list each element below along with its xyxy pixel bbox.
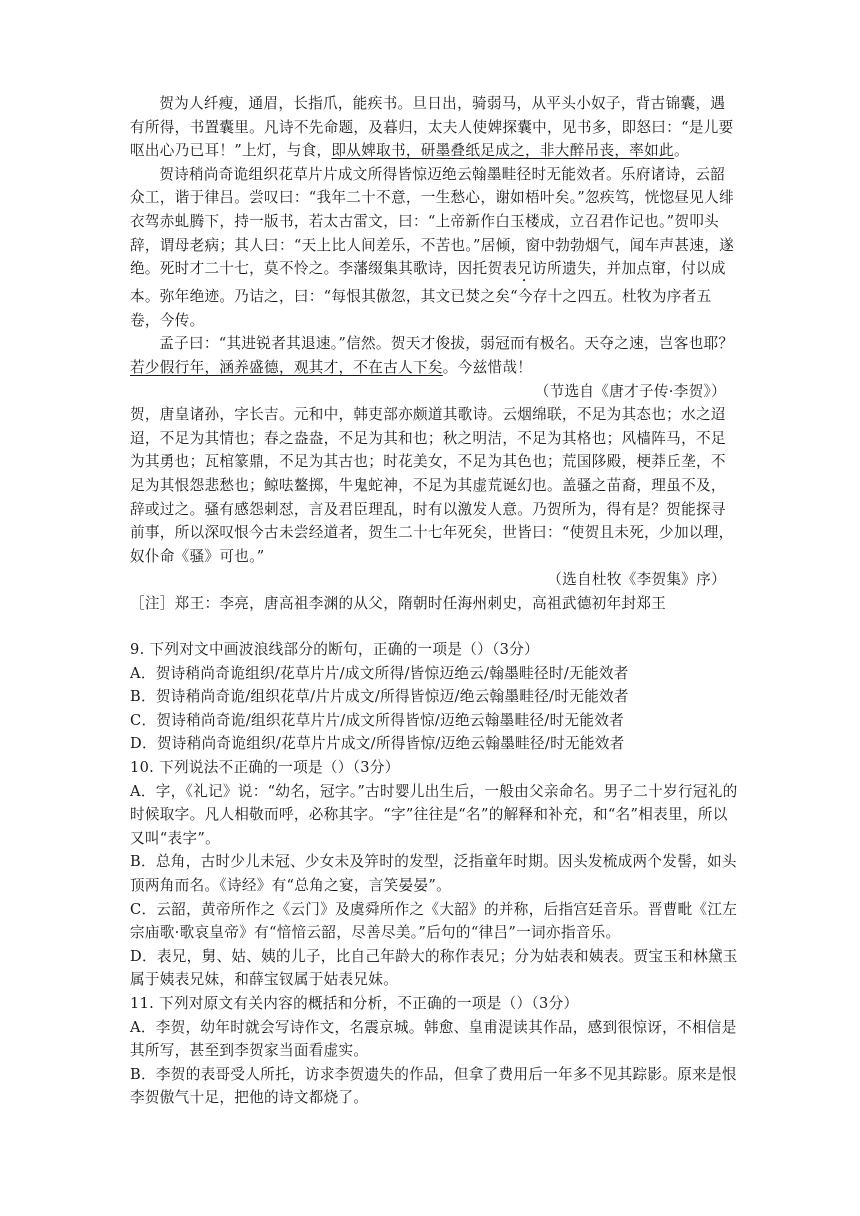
question-10-option-d: D．表兄，舅、姑、姨的儿子，比自己年龄大的称作表兄；分为姑表和姨表。贾宝玉和林黛玉属于姨表兄妹，和薛宝钗属于姑表兄妹。 <box>130 947 738 989</box>
emphasized-character: 兄 <box>517 260 533 278</box>
question-10-option-c: C．云韶，黄帝所作之《云门》及虞舜所作之《大韶》的并称，后指宫廷音乐。晋曹毗《江左宗庙歌·歌哀皇帝》有“愔愔云韶，尽善尽美。”后句的“律吕”一词亦指音乐。 <box>130 900 738 942</box>
question-11-option-a: A．李贺，幼年时就会写诗作文，名震京城。韩愈、皇甫湜读其作品，感到很惊讶，不相信是其所写，甚至到李贺家当面看虚实。 <box>130 1018 737 1060</box>
question-9-option-a: A．贺诗稍尚奇诡组织/花草片片/成文所得/皆惊迈绝云/翰墨畦径时/无能效者 <box>130 664 629 682</box>
question-9-option-c: C．贺诗稍尚奇诡/组织花草片片/成文所得皆惊/迈绝云翰墨畦径/时无能效者 <box>130 711 625 729</box>
passage-tang-caizi <box>130 92 740 615</box>
questions-section <box>130 638 740 1110</box>
source-citation-1: （节选自《唐才子传·李贺》） <box>534 382 726 400</box>
preface-paragraph: 贺，唐皇诸孙，字长吉。元和中，韩吏部亦颇道其歌诗。云烟绵联，不足为其态也；水之迢迢，不足为其情也；春之盎盎，不足为其和也；秋之明洁，不足为其格也；风樯阵马，不足为其勇也；瓦棺篆鼎，不足为其古也；时花美女，不足为其色也；荒国陊殿，梗莽丘垄，不足为其恨怨悲愁也；鲸呿鳌掷，牛鬼蛇神，不足为其虚荒诞幻也。盖骚之苗裔，理虽不及，辞或过之。骚有感怨刺怼，言及君臣理乱，时有以激发人意。乃贺所为，得有是？贺能探寻前事，所以深叹恨今古未尝经道者，贺生二十七年死矣，世皆曰：“使贺且未死，少加以理，奴仆命《骚》可也。” <box>130 406 734 565</box>
question-10-stem: 10. 下列说法不正确的一项是（）（3分） <box>130 758 400 776</box>
underlined-sentence-1: 即从婢取书，研墨叠纸足成之，非大醉吊丧，率如此 <box>331 142 674 160</box>
question-11-stem: 11. 下列对原文有关内容的概括和分析，不正确的一项是（）（3分） <box>130 994 579 1012</box>
question-10-option-b: B．总角，古时少儿未冠、少女未及笄时的发型，泛指童年时期。因头发梳成两个发髻，如头顶两角而名。《诗经》有“总角之宴，言笑晏晏”。 <box>130 853 737 894</box>
paragraph-2-text-b: 访所遗失，并加点窜，付以成本。弥年绝迹。乃诘之，曰：“每恨其傲忽，其文已焚之矣“今存十之四五。杜牧为序者五卷，今传。 <box>130 260 726 329</box>
paragraph-3-text: 孟子曰：“其进锐者其退速。”信然。贺天才俊拔，弱冠而有极名。天夺之速，岂客也耶？ <box>159 335 734 353</box>
annotation-note: ［注］郑王：李亮，唐高祖李渊的从父，隋朝时任海州刺史，高祖武德初年封郑王 <box>130 594 667 612</box>
question-9-stem: 9. 下列对文中画波浪线部分的断句，正确的一项是（）（3分） <box>130 641 539 658</box>
paragraph-1-end: 。 <box>673 142 689 160</box>
question-10-option-a: A．字，《礼记》说：“幼名，冠字。”古时婴儿出生后，一般由父亲命名。男子二十岁行冠礼的时候取字。凡人相敬而呼，必称其字。“字”往往是“名”的解释和补充，和“名”相表里，所以又叫“表字”。 <box>130 782 738 847</box>
question-11-option-b: B．李贺的表哥受人所托，访求李贺遗失的作品，但拿了费用后一年多不见其踪影。原来是恨李贺傲气十足，把他的诗文都烧了。 <box>130 1065 737 1107</box>
underlined-sentence-2: 若少假行年，涵养盛德，观其才，不在古人下矣 <box>130 358 443 376</box>
passage-paragraph-3 <box>130 332 740 379</box>
paragraph-1-text: 贺为人纤瘦，通眉，长指爪，能疾书。旦日出，骑弱马，从平头小奴子，背古锦囊，遇有所得，书置囊里。凡诗不先命题，及暮归，太夫人使婢探囊中，见书多，即怒曰：“是儿要呕出心乃已耳！”上灯，与食， <box>130 95 734 160</box>
paragraph-3-end: 。今兹惜哉！ <box>442 358 533 376</box>
question-9-option-d: D．贺诗稍尚奇诡组织/花草片片成文/所得皆惊/迈绝云翰墨畦径/时无能效者 <box>130 735 625 753</box>
passage-paragraph-1 <box>130 92 740 163</box>
question-9-option-b: B．贺诗稍尚奇诡/组织花草/片片成文/所得皆惊迈/绝云翰墨畦径/时无能效者 <box>130 688 629 706</box>
paragraph-2-text-a: 贺诗稍尚奇诡组织花草片片成文所得皆惊迈绝云翰墨畦径时无能效者。乐府诸诗，云韶众工，谐于律吕。尝叹曰：“我年二十不意，一生愁心，谢如梧叶矣。”忽疾笃，恍惚昼见人绯衣驾赤虬腾下，持一版书，若太古雷文，曰：“上帝新作白玉楼成，立召君作记也。”贺叩头辞，谓母老病；其人曰：“天上比人间差乐，不苦也。”居倾，窗中勃勃烟气，闻车声甚速，遂绝。死时才二十七，莫不怜之。李藩缀集其歌诗，因托贺表 <box>130 165 734 278</box>
passage-paragraph-2 <box>130 163 740 333</box>
source-citation-2: （选自杜牧《李贺集》序） <box>547 571 726 589</box>
